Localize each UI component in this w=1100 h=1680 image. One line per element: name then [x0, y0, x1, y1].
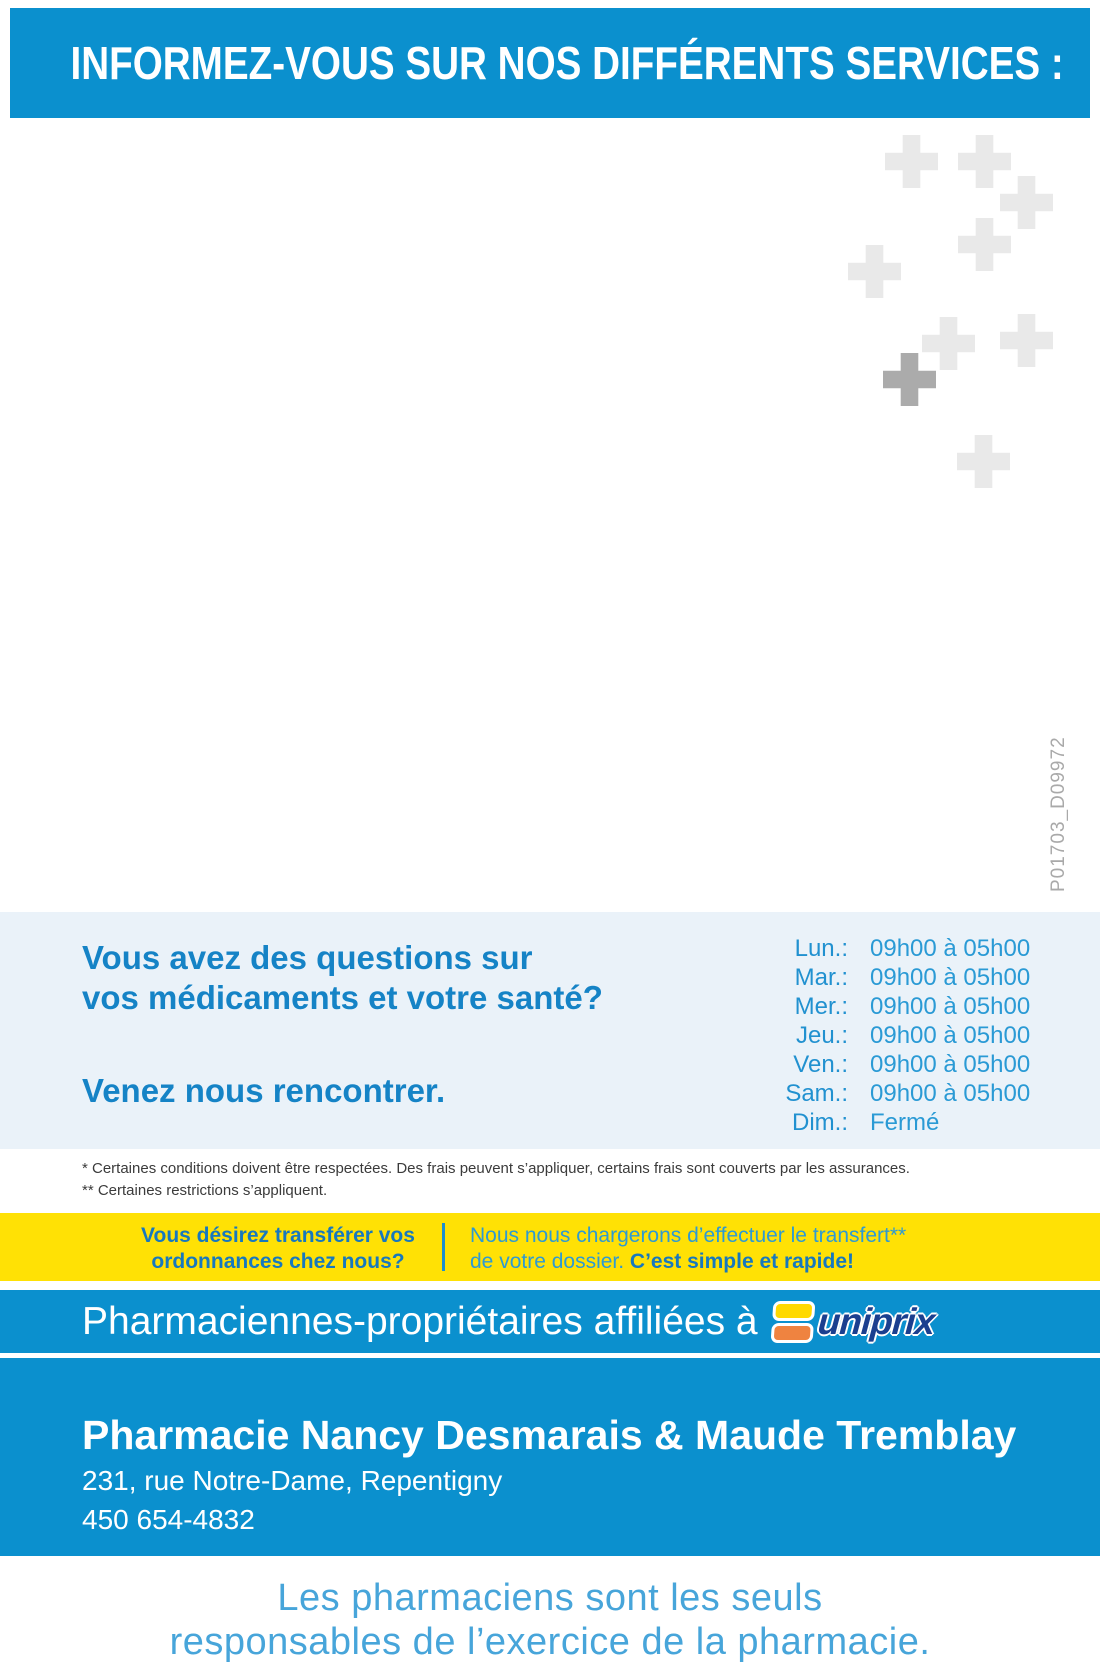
- uniprix-logo: [770, 1301, 935, 1343]
- hours-row: [700, 1108, 1030, 1137]
- hours-day-label: Sam.:: [785, 1079, 848, 1107]
- affiliation-text: Pharmaciennes-propriétaires affiliées à: [82, 1299, 758, 1343]
- hours-row: [700, 1079, 1030, 1108]
- top-banner: [10, 8, 1090, 118]
- hours-time-value: 09h00 à 05h00: [870, 1079, 1031, 1107]
- disclaimer-line-2: responsables de l’exercice de la pharmacie.: [169, 1621, 931, 1663]
- hours-time-value: 09h00 à 05h00: [870, 992, 1031, 1020]
- meet-us-text: Venez nous rencontrer.: [82, 1072, 446, 1109]
- questions-panel: [0, 912, 1100, 1149]
- transfer-answer-emphasis: C’est simple et rapide!: [629, 1250, 854, 1273]
- plus-decoration: [957, 435, 1010, 488]
- transfer-answer-line-2: de votre dossier.: [470, 1250, 630, 1273]
- plus-decoration: [1000, 176, 1053, 229]
- opening-hours-table: [700, 934, 1030, 1137]
- logo-bar-yellow: [772, 1301, 815, 1321]
- uniprix-bars-icon: [770, 1301, 815, 1343]
- legal-disclaimer: [0, 1556, 1100, 1680]
- banner-title: INFORMEZ-VOUS SUR NOS DIFFÉRENTS SERVICES :: [70, 37, 1064, 89]
- hours-row: [700, 992, 1030, 1021]
- plus-decoration: [958, 218, 1011, 271]
- hours-time-value: Fermé: [870, 1108, 940, 1136]
- hours-day-label: Mar.:: [794, 963, 848, 991]
- footnote-conditions: * Certaines conditions doivent être respectées. Des frais peuvent s’appliquer, certains frais sont couverts par les assurances.: [82, 1160, 910, 1177]
- footnote-restrictions: ** Certaines restrictions s’appliquent.: [82, 1182, 328, 1199]
- plus-decoration: [883, 353, 936, 406]
- hours-day-label: Ven.:: [793, 1050, 848, 1078]
- hours-time-value: 09h00 à 05h00: [870, 934, 1031, 962]
- hours-time-value: 09h00 à 05h00: [870, 1050, 1031, 1078]
- pharmacy-phone: 450 654-4832: [82, 1504, 255, 1535]
- hours-day-label: Jeu.:: [795, 1021, 848, 1049]
- pharmacy-address: 231, rue Notre-Dame, Repentigny: [82, 1465, 503, 1496]
- print-code: P01703_D09972: [1048, 736, 1069, 892]
- hours-row: [700, 963, 1030, 992]
- hours-day-label: Lun.:: [794, 934, 848, 962]
- logo-bar-orange: [770, 1323, 813, 1343]
- transfer-answer-line-1: Nous nous chargerons d’effectuer le transfert**: [470, 1224, 907, 1247]
- hours-time-value: 09h00 à 05h00: [870, 963, 1031, 991]
- pharmacy-info-section: [0, 1358, 1100, 1556]
- transfer-question-line-2: ordonnances chez nous?: [151, 1250, 405, 1273]
- hours-row: [700, 1021, 1030, 1050]
- hours-row: [700, 934, 1030, 963]
- transfer-banner: [0, 1213, 1100, 1281]
- vertical-divider: [442, 1223, 445, 1271]
- hours-day-label: Dim.:: [792, 1108, 848, 1136]
- uniprix-wordmark: uniprix: [816, 1300, 936, 1342]
- transfer-answer: [470, 1223, 906, 1275]
- hours-time-value: 09h00 à 05h00: [870, 1021, 1031, 1049]
- hours-row: [700, 1050, 1030, 1079]
- footnotes: [82, 1158, 910, 1202]
- affiliation-banner: [0, 1290, 1100, 1353]
- questions-block: [82, 938, 603, 1109]
- transfer-question-line-1: Vous désirez transférer vos: [141, 1224, 415, 1247]
- hours-day-label: Mer.:: [794, 992, 848, 1020]
- disclaimer-line-1: Les pharmaciens sont les seuls: [277, 1577, 823, 1619]
- plus-decoration: [848, 245, 901, 298]
- pharmacy-name: Pharmacie Nancy Desmarais & Maude Tremblay: [82, 1412, 1017, 1458]
- plus-decoration: [885, 135, 938, 188]
- question-line-2: vos médicaments et votre santé?: [82, 979, 603, 1016]
- plus-decoration: [958, 135, 1011, 188]
- question-line-1: Vous avez des questions sur: [82, 939, 533, 976]
- transfer-question: [98, 1223, 458, 1275]
- plus-decoration: [1000, 314, 1053, 367]
- plus-decoration: [922, 317, 975, 370]
